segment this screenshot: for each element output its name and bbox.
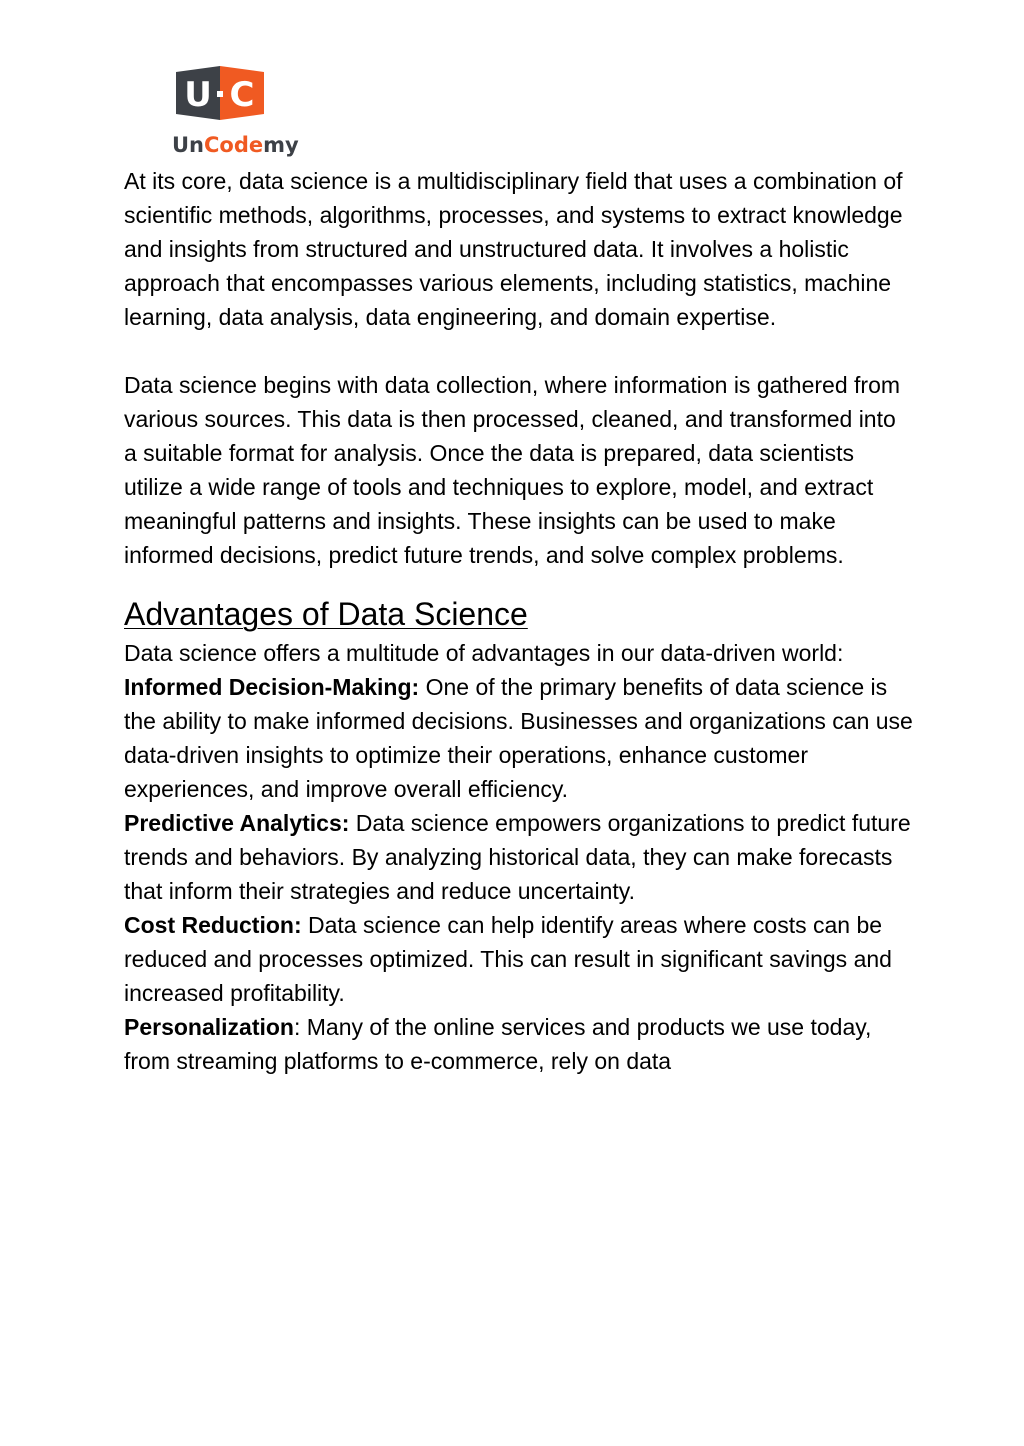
advantage-term: Informed Decision-Making: xyxy=(124,674,420,700)
section-lead: Data science offers a multitude of advantages in our data-driven world: xyxy=(124,640,844,666)
document-body xyxy=(124,164,914,1078)
uncodemy-wordmark xyxy=(172,132,302,158)
advantage-item xyxy=(124,908,914,1010)
intro-paragraph: Data science begins with data collection, where information is gathered from various sources. This data is then processed, cleaned, and transformed into a suitable format for analysis. Once the data is prepared, data scientists utilize a wide range of tools and techniques to explore, model, and extract meaningful patterns and insights. These insights can be used to make informed decisions, predict future trends, and solve complex problems. xyxy=(124,372,901,568)
wordmark-part-my: my xyxy=(263,133,299,157)
advantage-text: Data science empowers organizations to predict future trends and behaviors. By analyzing historical data, they can make forecasts that inform their strategies and reduce uncertainty. xyxy=(124,810,911,904)
logo-mark-left-letter: U xyxy=(184,75,212,115)
section-heading: Advantages of Data Science xyxy=(124,596,528,632)
advantage-text: One of the primary benefits of data science is the ability to make informed decisions. Businesses and organizations can use data-driven insights to optimize their operations, enhance customer experiences, and improve overall efficiency. xyxy=(124,674,913,802)
uc-logo-mark xyxy=(176,66,264,120)
advantage-item xyxy=(124,1010,914,1078)
uncodemy-logo xyxy=(172,64,299,157)
wordmark-part-un: Un xyxy=(172,133,205,157)
advantage-term: Personalization xyxy=(124,1014,294,1040)
advantage-text: : Many of the online services and products we use today, from streaming platforms to e-commerce, rely on data xyxy=(124,1014,872,1074)
advantage-item xyxy=(124,670,914,806)
advantage-term: Predictive Analytics: xyxy=(124,810,350,836)
advantage-text: Data science can help identify areas where costs can be reduced and processes optimized. This can result in significant savings and increased profitability. xyxy=(124,912,892,1006)
intro-paragraph: At its core, data science is a multidisciplinary field that uses a combination of scientific methods, algorithms, processes, and systems to extract knowledge and insights from structured and unstructured data. It involves a holistic approach that encompasses various elements, including statistics, machine learning, data analysis, data engineering, and domain expertise. xyxy=(124,168,903,330)
advantage-item xyxy=(124,806,914,908)
paragraph-spacer xyxy=(124,334,914,368)
advantage-term: Cost Reduction: xyxy=(124,912,302,938)
logo-mark-right-letter: C xyxy=(229,75,255,115)
svg-text:UnCodemy xyxy=(172,133,299,157)
wordmark-part-code: Code xyxy=(204,133,264,157)
